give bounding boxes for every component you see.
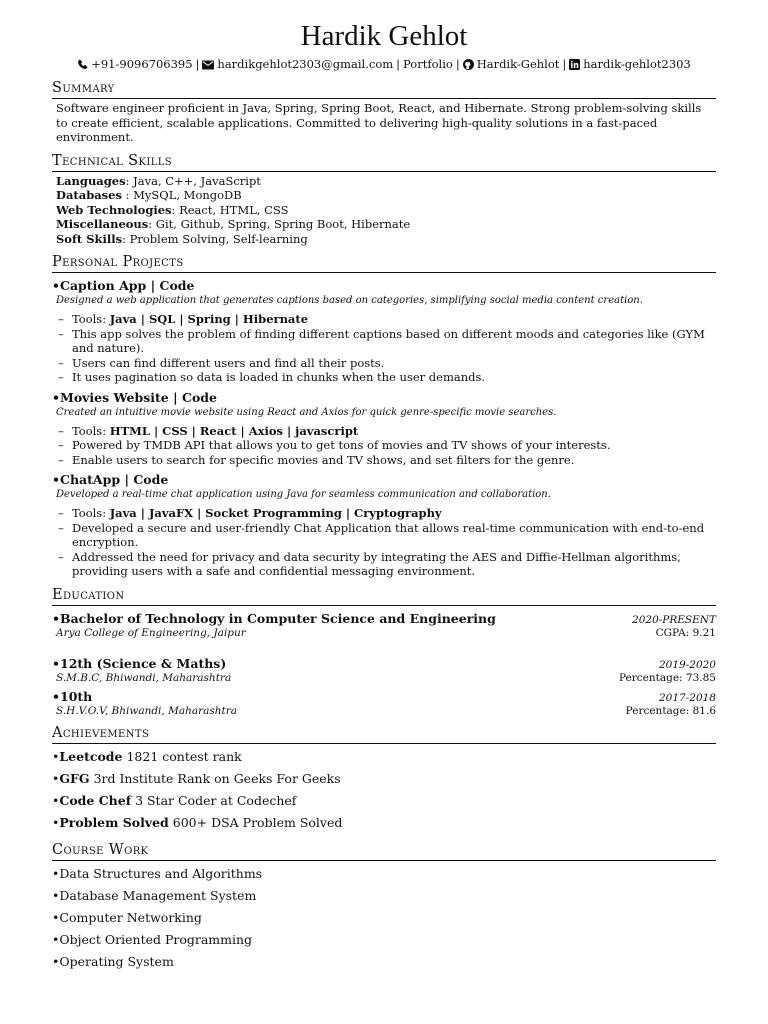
- degree-title: [52, 688, 92, 705]
- education-item: [52, 610, 716, 639]
- dash: –: [58, 370, 64, 384]
- skill-value: React, HTML, CSS: [179, 202, 289, 217]
- education-score: Percentage: 81.6: [625, 704, 716, 717]
- email-link[interactable]: hardikgehlot2303@gmail.com: [217, 57, 394, 71]
- course-name: Object Oriented Programming: [59, 931, 253, 947]
- skill-label: Web Technologies: [56, 202, 172, 217]
- list-item: [52, 929, 716, 951]
- resume-page: [52, 18, 716, 973]
- list-item: [52, 768, 716, 790]
- bullet: •: [52, 278, 60, 293]
- project-item: [52, 277, 716, 385]
- mail-icon: [202, 57, 217, 71]
- tools-list: Java | SQL | Spring | Hibernate: [109, 312, 309, 326]
- list-item: [52, 951, 716, 973]
- github-link[interactable]: Hardik-Gehlot: [476, 57, 560, 71]
- dash: –: [58, 423, 64, 438]
- tools-prefix: Tools:: [72, 506, 110, 520]
- bullet: •: [52, 610, 60, 626]
- course-name: Data Structures and Algorithms: [59, 865, 263, 881]
- projects-section: [52, 254, 716, 579]
- point-text: Addressed the need for privacy and data security by integrating the AES and Diffie-Hellman algorithms, providing users with a safe and confidential messaging environment.: [72, 549, 681, 578]
- point-text: This app solves the problem of finding different captions based on different moods and categories like (GYM and nature).: [72, 326, 705, 355]
- achievements-section: [52, 725, 716, 834]
- project-points: [52, 424, 716, 468]
- achievement-value: 3rd Institute Rank on Geeks For Geeks: [93, 770, 341, 786]
- tools-prefix: Tools:: [72, 423, 110, 438]
- project-points: [52, 312, 716, 385]
- skill-sep: :: [121, 188, 134, 202]
- dash: –: [58, 312, 64, 326]
- skill-value: Git, Github, Spring, Spring Boot, Hibernate: [155, 217, 411, 231]
- education-date: 2020-PRESENT: [632, 613, 716, 626]
- education-score: Percentage: 73.85: [618, 671, 716, 684]
- skill-sep: :: [122, 231, 130, 246]
- skill-value: MySQL, MongoDB: [133, 188, 242, 202]
- project-name[interactable]: Caption App | Code: [60, 278, 195, 293]
- list-item: [58, 521, 716, 550]
- degree-title: [52, 610, 496, 627]
- portfolio-link[interactable]: Portfolio: [403, 57, 453, 71]
- bullet: •: [52, 748, 60, 764]
- skill-label: Databases: [56, 188, 122, 202]
- tools-list: Java | JavaFX | Socket Programming | Cryptography: [109, 506, 442, 520]
- skill-sep: :: [125, 173, 134, 188]
- linkedin-icon: [569, 57, 583, 71]
- skill-value: Problem Solving, Self-learning: [129, 231, 308, 246]
- separator: |: [195, 57, 200, 71]
- list-item: [58, 356, 716, 371]
- point-text: It uses pagination so data is loaded in chunks when the user demands.: [72, 370, 486, 384]
- bullet: •: [52, 953, 60, 969]
- section-title-skills: Technical Skills: [52, 153, 716, 172]
- skill-sep: :: [148, 217, 156, 231]
- separator: |: [562, 57, 567, 71]
- list-item: [52, 790, 716, 812]
- skill-value: Java, C++, JavaScript: [133, 173, 261, 188]
- separator: |: [396, 57, 401, 71]
- bullet: •: [52, 865, 60, 881]
- project-name[interactable]: Movies Website | Code: [60, 389, 217, 405]
- list-item: [58, 550, 716, 579]
- dash: –: [58, 355, 64, 370]
- skills-list: [56, 174, 716, 247]
- list-item: [58, 453, 716, 468]
- list-item: [58, 370, 716, 385]
- dash: –: [58, 438, 64, 452]
- coursework-section: [52, 842, 716, 973]
- degree-name: 10th: [60, 688, 93, 704]
- summary-text: Software engineer proficient in Java, Spring, Spring Boot, React, and Hibernate. Strong problem-solving skills to create efficient, scalable applications. Committed to delivering high-quality solutions in a fast-paced environment.: [56, 101, 702, 144]
- school-name: S.M.B.C, Bhiwandi, Maharashtra: [56, 671, 232, 684]
- degree-title: [52, 655, 226, 672]
- list-item: [52, 907, 716, 929]
- linkedin-link[interactable]: hardik-gehlot2303: [583, 57, 691, 71]
- point-text: Users can find different users and find all their posts.: [72, 355, 385, 370]
- education-date: 2017-2018: [659, 691, 716, 704]
- project-title[interactable]: [52, 277, 716, 294]
- list-item: [52, 885, 716, 907]
- degree-name: Bachelor of Technology in Computer Science and Engineering: [60, 610, 496, 626]
- skill-row: [56, 174, 716, 189]
- skill-label: Languages: [56, 173, 126, 188]
- bullet: •: [52, 887, 60, 903]
- project-description: Designed a web application that generates captions based on categories, simplifying social media content creation.: [56, 295, 643, 306]
- list-item: [58, 506, 716, 521]
- phone-number[interactable]: +91-9096706395: [91, 57, 193, 71]
- github-icon: [463, 57, 477, 71]
- achievement-value: 1821 contest rank: [126, 748, 242, 764]
- list-item: [58, 327, 716, 356]
- phone-icon: [77, 57, 91, 71]
- dash: –: [58, 326, 64, 341]
- list-item: [52, 863, 716, 885]
- skill-label: Miscellaneous: [56, 217, 149, 231]
- education-item: [52, 688, 716, 717]
- achievement-label: Problem Solved: [59, 814, 169, 830]
- achievement-label: Code Chef: [59, 792, 132, 808]
- list-item: [52, 746, 716, 768]
- section-title-education: Education: [52, 587, 716, 606]
- project-description: Created an intuitive movie website using React and Axios for quick genre-specific movie searches.: [56, 406, 557, 418]
- point-text: Developed a secure and user-friendly Chat Application that allows real-time communication with end-to-end encryption.: [72, 520, 705, 549]
- section-title-summary: Summary: [52, 80, 716, 99]
- contact-line: [52, 56, 716, 72]
- dash: –: [58, 549, 64, 564]
- tools-list: HTML | CSS | React | Axios | javascript: [109, 423, 359, 438]
- separator: |: [455, 57, 460, 71]
- achievement-label: GFG: [59, 770, 90, 786]
- skills-section: [52, 153, 716, 247]
- bullet: •: [52, 931, 60, 947]
- school-name: S.H.V.O.V, Bhiwandi, Maharashtra: [56, 704, 238, 717]
- list-item: [58, 312, 716, 327]
- bullet: •: [52, 688, 60, 704]
- skill-row: [56, 188, 716, 203]
- project-points: [52, 506, 716, 579]
- bullet: •: [52, 792, 60, 808]
- skill-row: [56, 232, 716, 247]
- project-description: Developed a real-time chat application using Java for seamless communication and collaboration.: [56, 489, 551, 500]
- section-title-coursework: Course Work: [52, 842, 716, 861]
- bullet: •: [52, 472, 60, 487]
- degree-name: 12th (Science & Maths): [60, 655, 227, 671]
- list-item: [52, 812, 716, 834]
- education-item: [52, 655, 716, 684]
- list-item: [58, 438, 716, 453]
- project-title[interactable]: [52, 389, 716, 406]
- dash: –: [58, 506, 64, 520]
- skill-sep: :: [171, 202, 180, 217]
- section-title-projects: Personal Projects: [52, 254, 716, 273]
- education-score: CGPA: 9.21: [655, 626, 716, 639]
- dash: –: [58, 452, 64, 467]
- dash: –: [58, 520, 64, 535]
- achievement-value: 600+ DSA Problem Solved: [172, 814, 343, 830]
- project-item: [52, 389, 716, 468]
- project-name[interactable]: ChatApp | Code: [60, 472, 169, 487]
- project-item: [52, 471, 716, 579]
- education-date: 2019-2020: [659, 658, 716, 671]
- project-title[interactable]: [52, 471, 716, 488]
- list-item: [58, 424, 716, 439]
- skill-row: [56, 203, 716, 218]
- course-name: Operating System: [59, 953, 174, 969]
- bullet: •: [52, 389, 60, 405]
- bullet: •: [52, 909, 60, 925]
- bullet: •: [52, 770, 60, 786]
- bullet: •: [52, 655, 60, 671]
- course-name: Database Management System: [59, 887, 257, 903]
- skill-label: Soft Skills: [56, 231, 123, 246]
- section-title-achievements: Achievements: [52, 725, 716, 744]
- school-name: Arya College of Engineering, Jaipur: [56, 626, 246, 639]
- tools-prefix: Tools:: [72, 312, 110, 326]
- skill-row: [56, 217, 716, 232]
- point-text: Enable users to search for specific movies and TV shows, and set filters for the genre.: [72, 452, 575, 467]
- course-name: Computer Networking: [59, 909, 202, 925]
- summary-section: [52, 80, 716, 145]
- achievement-label: Leetcode: [59, 748, 123, 764]
- achievement-value: 3 Star Coder at Codechef: [135, 792, 297, 808]
- point-text: Powered by TMDB API that allows you to get tons of movies and TV shows of your interests.: [72, 438, 611, 452]
- bullet: •: [52, 814, 60, 830]
- education-section: [52, 587, 716, 717]
- resume-name: Hardik Gehlot: [300, 20, 468, 52]
